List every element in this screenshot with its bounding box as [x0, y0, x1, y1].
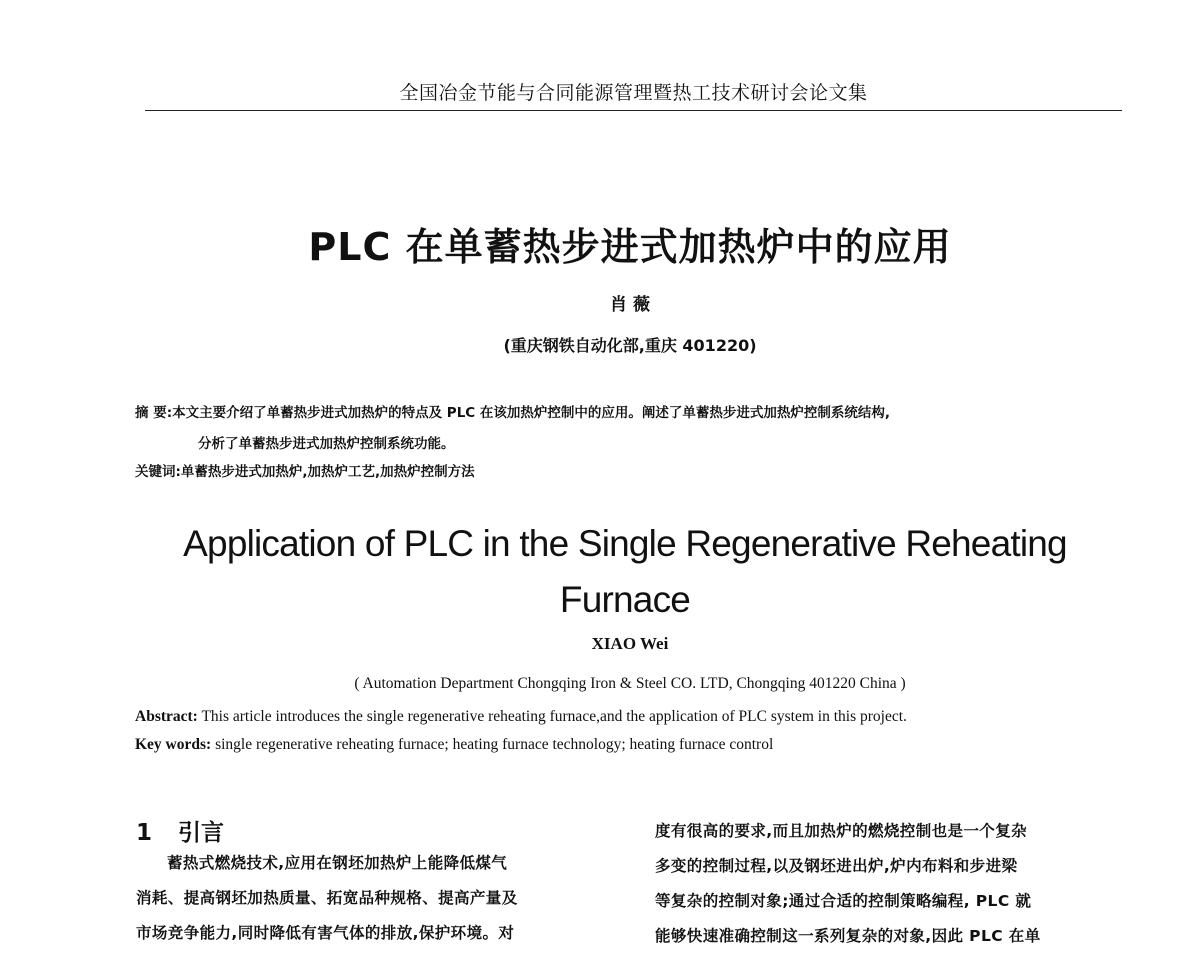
- body-right-line4: 能够快速准确控制这一系列复杂的对象,因此 PLC 在单: [655, 927, 1041, 945]
- author-chinese: 肖 薇: [610, 295, 650, 315]
- author-english: XIAO Wei: [591, 634, 669, 653]
- section-number: 1: [136, 820, 153, 846]
- abstract-chinese-label: 摘 要:: [135, 405, 173, 421]
- affiliation-english: ( Automation Department Chongqing Iron & Steel CO. LTD, Chongqing 401220 China ): [354, 675, 906, 692]
- affiliation-chinese: (重庆钢铁自动化部,重庆 401220): [503, 336, 757, 355]
- abstract-chinese-line2: 分析了单蓄热步进式加热炉控制系统功能。: [198, 436, 455, 452]
- keywords-chinese-text: 单蓄热步进式加热炉,加热炉工艺,加热炉控制方法: [180, 464, 475, 480]
- running-header: 全国冶金节能与合同能源管理暨热工技术研讨会论文集: [399, 82, 868, 104]
- abstract-english: [135, 708, 1125, 726]
- abstract-chinese: [135, 398, 1125, 460]
- body-right-line2: 多变的控制过程,以及钢坯进出炉,炉内布料和步进梁: [655, 857, 1018, 875]
- paper-title-english: Application of PLC in the Single Regenerative Reheating Furnace: [183, 523, 1067, 620]
- abstract-english-text: This article introduces the single regenerative reheating furnace,and the application of PLC system in this project.: [197, 708, 907, 725]
- abstract-english-label: Abstract:: [135, 708, 198, 725]
- body-right-line3: 等复杂的控制对象;通过合适的控制策略编程, PLC 就: [655, 892, 1032, 910]
- keywords-english-text: single regenerative reheating furnace; heating furnace technology; heating furnace control: [211, 736, 774, 753]
- section-title: 引言: [178, 820, 225, 846]
- body-column-left: [136, 846, 614, 951]
- body-right-line1: 度有很高的要求,而且加热炉的燃烧控制也是一个复杂: [655, 822, 1027, 840]
- keywords-english: [135, 736, 1125, 754]
- paper-title-chinese: PLC 在单蓄热步进式加热炉中的应用: [308, 225, 952, 269]
- body-left-line3: 市场竞争能力,同时降低有害气体的排放,保护环境。对: [136, 924, 515, 942]
- header-rule: [145, 110, 1122, 111]
- keywords-chinese-label: 关键词:: [135, 464, 181, 480]
- section-heading-introduction: [136, 814, 224, 847]
- keywords-english-label: Key words:: [135, 736, 212, 753]
- keywords-chinese: [135, 460, 1125, 480]
- abstract-chinese-line1: 本文主要介绍了单蓄热步进式加热炉的特点及 PLC 在该加热炉控制中的应用。阐述了单蓄热步进式加热炉控制系统结构,: [172, 405, 891, 421]
- body-left-line1: 蓄热式燃烧技术,应用在钢坯加热炉上能降低煤气: [167, 854, 508, 872]
- body-left-line2: 消耗、提高钢坯加热质量、拓宽品种规格、提高产量及: [136, 889, 518, 907]
- body-column-right: [655, 814, 1133, 954]
